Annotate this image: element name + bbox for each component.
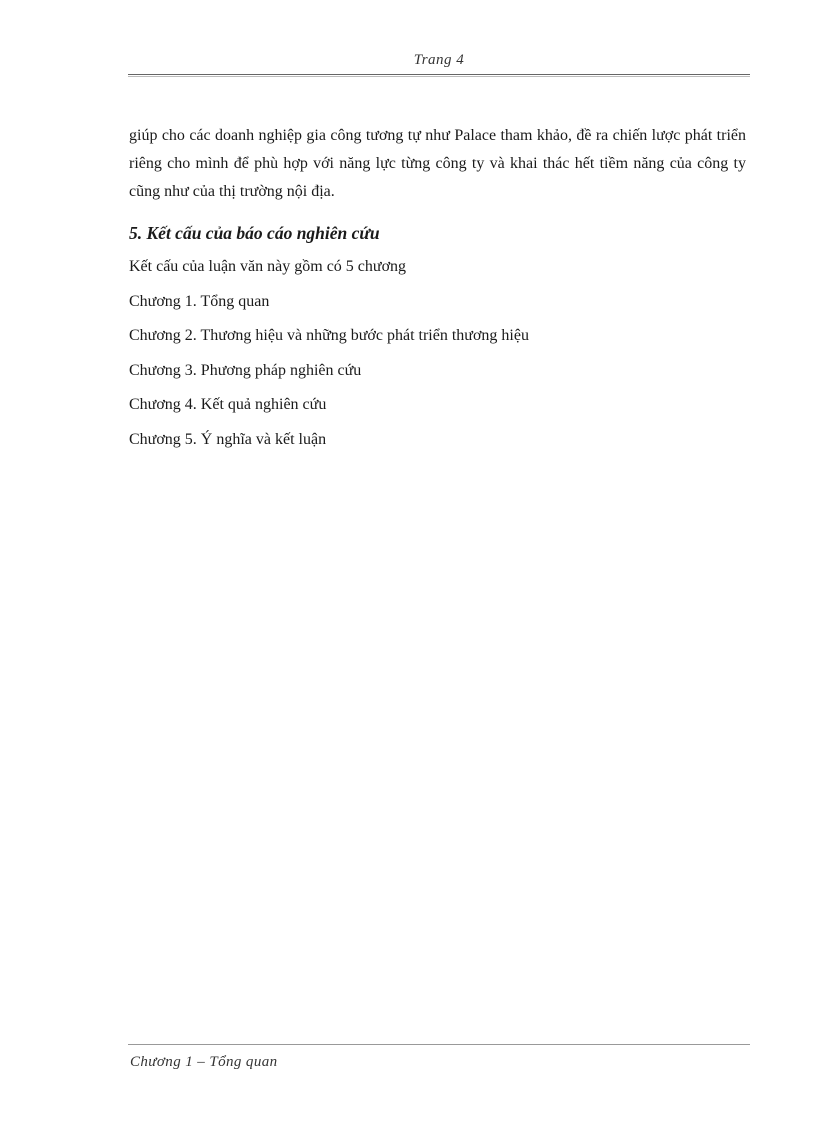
section-heading: 5. Kết cấu của báo cáo nghiên cứu — [129, 223, 380, 243]
footer-chapter-label: Chương 1 – Tổng quan — [130, 1054, 278, 1070]
chapter-item-4: Chương 4. Kết quả nghiên cứu — [129, 396, 327, 413]
page-footer — [128, 1044, 750, 1084]
continuation-paragraph: giúp cho các doanh nghiệp gia công tương tự như Palace tham khảo, đề ra chiến lược phát triển riêng cho mình để phù hợp với năng lực từng công ty và khai thác hết tiềm năng của công ty cũng như của thị trường nội địa. — [129, 127, 746, 200]
chapter-item-1: Chương 1. Tổng quan — [129, 292, 270, 310]
chapter-item-3: Chương 3. Phương pháp nghiên cứu — [129, 361, 362, 379]
chapter-item-5: Chương 5. Ý nghĩa và kết luận — [129, 430, 327, 448]
footer-divider — [128, 1044, 750, 1045]
structure-intro: Kết cấu của luận văn này gồm có 5 chương — [129, 258, 407, 275]
page-content — [129, 122, 746, 457]
chapter-list — [129, 285, 746, 458]
page-header — [128, 52, 750, 76]
header-divider — [128, 74, 750, 77]
chapter-item-2: Chương 2. Thương hiệu và những bước phát triển thương hiệu — [129, 327, 529, 344]
page-number-label: Trang 4 — [413, 52, 465, 68]
